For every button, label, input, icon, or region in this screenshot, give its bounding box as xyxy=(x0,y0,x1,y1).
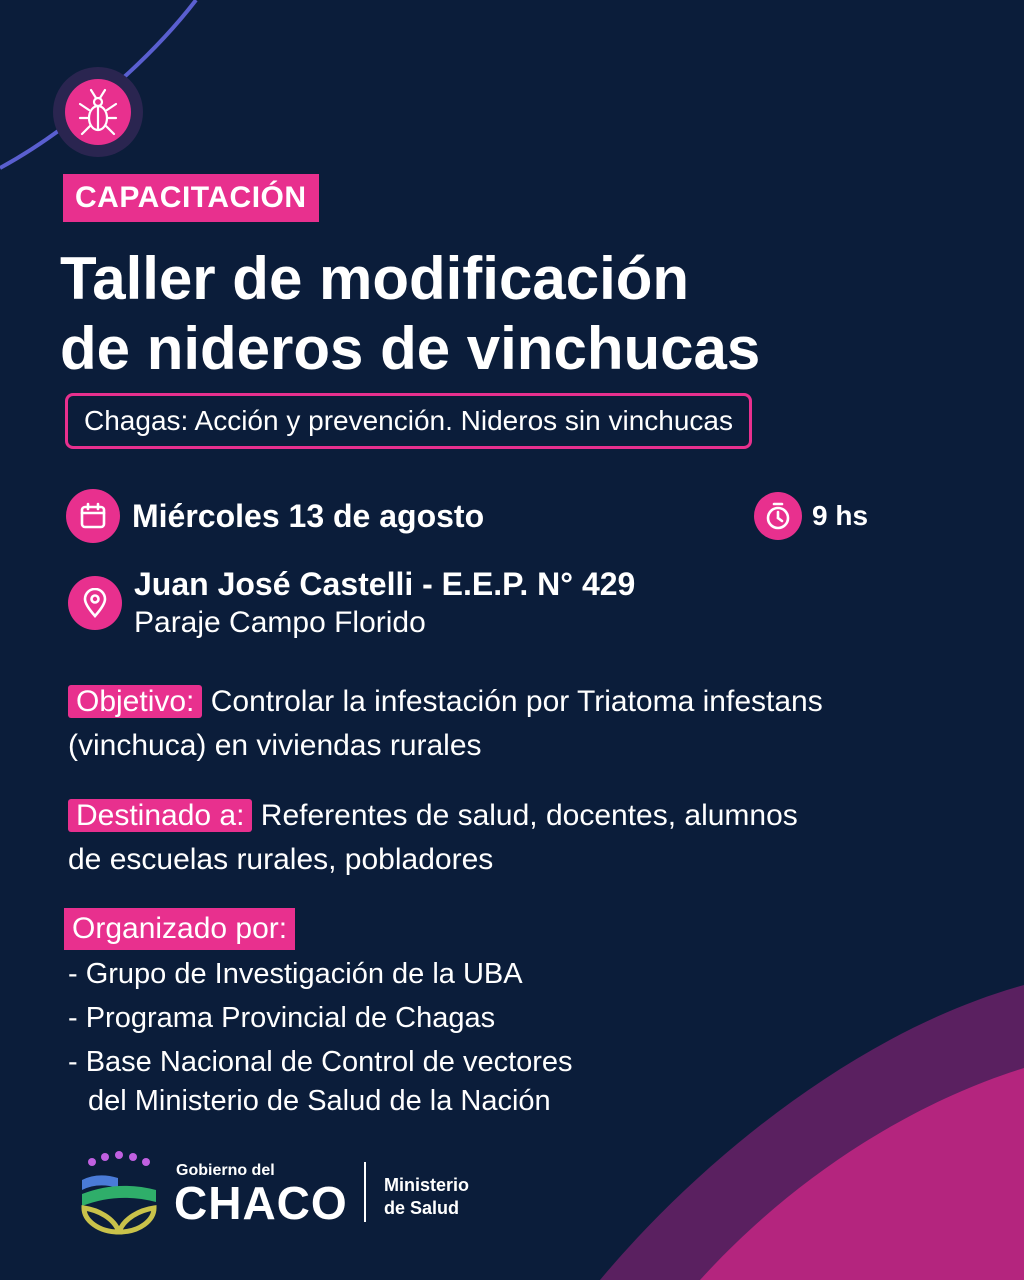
list-item: - Base Nacional de Control de vectores xyxy=(68,1046,573,1078)
list-item: - Programa Provincial de Chagas xyxy=(68,1002,496,1034)
location-subtitle: Paraje Campo Florido xyxy=(134,606,426,639)
footer-ministry-line-2: de Salud xyxy=(384,1198,460,1218)
bug-icon xyxy=(77,88,119,136)
objetivo-block xyxy=(68,680,828,768)
objetivo-text: Controlar la infestación por Triatoma infestans (vinchuca) en viviendas rurales xyxy=(68,685,823,762)
location-row xyxy=(68,564,635,642)
footer-gobierno-small: Gobierno del xyxy=(176,1162,275,1179)
category-tag: CAPACITACIÓN xyxy=(63,174,319,222)
destinado-block xyxy=(68,794,828,882)
destinado-text: Referentes de salud, docentes, alumnos de escuelas rurales, pobladores xyxy=(68,799,798,876)
destinado-label: Destinado a: xyxy=(68,799,252,832)
footer-gobierno-big: CHACO xyxy=(174,1177,348,1229)
calendar-icon xyxy=(79,502,107,530)
clock-icon xyxy=(764,501,792,531)
page-title xyxy=(60,244,960,384)
footer-ministry xyxy=(384,1174,469,1220)
date-row xyxy=(66,489,484,543)
location-title: Juan José Castelli - E.E.P. N° 429 xyxy=(134,566,636,602)
title-line-2: de nideros de vinchucas xyxy=(60,315,761,382)
chaco-logo-icon xyxy=(78,1150,160,1236)
list-item: - Grupo de Investigación de la UBA xyxy=(68,958,523,990)
title-line-1: Taller de modificación xyxy=(60,245,690,312)
event-time: 9 hs xyxy=(812,500,869,531)
bug-badge xyxy=(53,67,143,157)
event-date: Miércoles 13 de agosto xyxy=(132,497,485,534)
footer-divider xyxy=(364,1162,366,1222)
footer-ministry-line-1: Ministerio xyxy=(384,1175,470,1195)
time-row xyxy=(754,492,868,540)
organizers-list xyxy=(68,952,573,1118)
objetivo-label: Objetivo: xyxy=(68,685,202,718)
location-pin-icon xyxy=(82,588,108,618)
list-item: del Ministerio de Salud de la Nación xyxy=(88,1085,551,1117)
organizado-label: Organizado por: xyxy=(64,908,295,950)
subtitle-box: Chagas: Acción y prevención. Nideros sin vinchucas xyxy=(65,393,752,449)
